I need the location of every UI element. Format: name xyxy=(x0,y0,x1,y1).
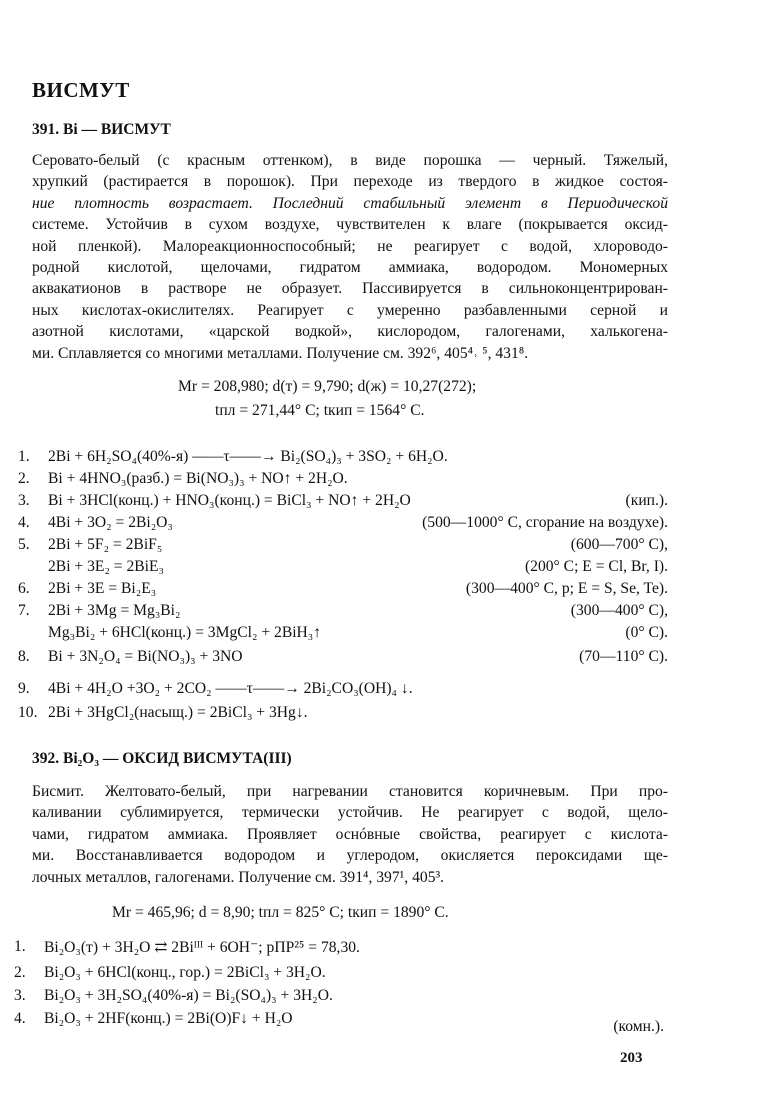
reaction-equation: 2Bi + 3HgCl₂(насыщ.) = 2BiCl₃ + 3Hg↓. xyxy=(48,704,308,721)
reaction-number: 3. xyxy=(18,492,30,509)
reaction-number: 10. xyxy=(18,704,38,721)
text-line: ной пленкой). Малореакционноспособный; не реагирует с водой, хлороводо- xyxy=(32,237,668,255)
text-line: азотной кислотами, «царской водкой», кислородом, галогенами, халькогена- xyxy=(32,323,668,341)
bismuth-description xyxy=(32,150,668,364)
reaction-number: 5. xyxy=(18,536,30,553)
bismuth-properties-line-2: tпл = 271,44° C; tкип = 1564° C. xyxy=(215,402,425,419)
reaction-equation: 2Bi + 3E₂ = 2BiE₃ xyxy=(48,558,164,575)
reaction-condition: (300—400° C), xyxy=(570,602,668,619)
reaction-condition: (500—1000° C, сгорание на воздухе). xyxy=(422,514,668,531)
reaction-equation: 2Bi + 3Mg = Mg₃Bi₂ xyxy=(48,602,181,619)
reaction-equation: 2Bi + 6H₂SO₄(40%-я) ——τ——→ Bi₂(SO₄)₃ + 3SO₂ + 6H₂O. xyxy=(48,448,448,465)
reaction-row xyxy=(14,1010,664,1040)
reaction-row xyxy=(18,514,668,536)
reaction-condition: (кип.). xyxy=(625,492,668,509)
reaction-row xyxy=(18,602,668,624)
reaction-row xyxy=(18,704,668,726)
reaction-equation: Bi + 3HCl(конц.) + HNO₃(конц.) = BiCl₃ + NO↑ + 2H₂O xyxy=(48,492,411,509)
section-heading-bismuth-oxide: 392. Bi₂O₃ — ОКСИД ВИСМУТА(III) xyxy=(32,750,292,767)
page-title: ВИСМУТ xyxy=(32,78,130,102)
reaction-equation: Bi₂O₃(т) + 3H₂O ⇄ 2Biᴵᴵᴵ + 6OH⁻; pПР²⁵ = 78,30. xyxy=(44,939,360,956)
reaction-number: 9. xyxy=(18,680,30,697)
text-line: каливании сублимируется, термически устойчив. Не реагирует с водой, щело- xyxy=(32,804,668,822)
reaction-row xyxy=(18,492,668,514)
reaction-row xyxy=(18,558,668,580)
reaction-number: 3. xyxy=(14,987,26,1004)
reaction-row xyxy=(14,938,664,960)
reaction-condition: (70—110° C). xyxy=(579,648,668,665)
reaction-equation: 2Bi + 3E = Bi₂E₃ xyxy=(48,580,157,597)
reaction-equation: 4Bi + 4H₂O +3O₂ + 2CO₂ ——τ——→ 2Bi₂CO₃(OH)₄ ↓. xyxy=(48,680,413,697)
reaction-equation: Bi₂O₃ + 3H₂SO₄(40%-я) = Bi₂(SO₄)₃ + 3H₂O. xyxy=(44,987,333,1004)
reaction-row xyxy=(14,964,664,986)
reaction-number: 8. xyxy=(18,648,30,665)
text-line: ние плотность возрастает. Последний стабильный элемент в Периодической xyxy=(32,194,668,212)
bismuth-properties-line-1: Mr = 208,980; d(т) = 9,790; d(ж) = 10,27(272); xyxy=(178,378,477,395)
reaction-number: 4. xyxy=(18,514,30,531)
reaction-number: 6. xyxy=(18,580,30,597)
text-line: чами, гидратом аммиака. Проявляет оснóвные свойства, реагирует с кислота- xyxy=(32,825,668,843)
reaction-row xyxy=(18,470,668,492)
section-heading-bismuth: 391. Bi — ВИСМУТ xyxy=(32,121,171,138)
text-line: системе. Устойчив в сухом воздухе, чувствителен к влаге (покрывается оксид- xyxy=(32,216,668,234)
reaction-row xyxy=(18,448,668,470)
reaction-number: 2. xyxy=(18,470,30,487)
reaction-number: 1. xyxy=(14,938,26,955)
reaction-equation: Bi₂O₃ + 6HCl(конц., гор.) = 2BiCl₃ + 3H₂O. xyxy=(44,964,326,981)
reaction-condition: (600—700° C), xyxy=(570,536,668,553)
reaction-condition: (0° C). xyxy=(625,624,668,641)
text-line: аквакатионов в растворе не образует. Пассивируется в сильноконцентрирован- xyxy=(32,280,668,298)
text-line: лочных металлов, галогенами. Получение см. 391⁴, 397¹, 405³. xyxy=(32,868,445,886)
reaction-equation: 4Bi + 3O₂ = 2Bi₂O₃ xyxy=(48,514,173,531)
reaction-row xyxy=(18,580,668,602)
reaction-number: 7. xyxy=(18,602,30,619)
text-line: ных кислотах-окислителях. Реагирует с умеренно разбавленными серной и xyxy=(32,301,668,319)
text-line: Бисмит. Желтовато-белый, при нагревании становится коричневым. При про- xyxy=(32,783,668,800)
reaction-condition: (комн.). xyxy=(613,1018,664,1035)
reaction-equation: Bi₂O₃ + 2HF(конц.) = 2Bi(O)F↓ + H₂O xyxy=(44,1010,293,1027)
reaction-equation: 2Bi + 5F₂ = 2BiF₅ xyxy=(48,536,163,553)
reaction-row xyxy=(18,536,668,558)
reaction-condition: (200° C; E = Cl, Br, I). xyxy=(524,558,668,575)
reaction-number: 1. xyxy=(18,448,30,465)
bismuth-oxide-description xyxy=(32,781,668,888)
reaction-number: 4. xyxy=(14,1010,26,1027)
reaction-row xyxy=(18,624,668,646)
text-line: ми. Восстанавливается водородом и углеродом, окисляется пероксидами ще- xyxy=(32,847,668,865)
text-line: хрупкий (растирается в порошок). При переходе из твердого в жидкое состоя- xyxy=(32,173,668,191)
text-line: Серовато-белый (с красным оттенком), в виде порошка — черный. Тяжелый, xyxy=(32,152,668,169)
reaction-row xyxy=(18,648,668,670)
reaction-condition: (300—400° C, p; E = S, Se, Te). xyxy=(465,580,668,597)
reaction-equation: Bi + 3N₂O₄ = Bi(NO₃)₃ + 3NO xyxy=(48,648,243,665)
reaction-row xyxy=(14,987,664,1009)
page-number: 203 xyxy=(620,1050,643,1066)
reaction-row xyxy=(18,680,668,702)
bismuth-oxide-properties: Mr = 465,96; d = 8,90; tпл = 825° C; tкип = 1890° C. xyxy=(112,904,449,921)
reaction-equation: Bi + 4HNO₃(разб.) = Bi(NO₃)₃ + NO↑ + 2H₂O. xyxy=(48,470,348,487)
reaction-equation: Mg₃Bi₂ + 6HCl(конц.) = 3MgCl₂ + 2BiH₃↑ xyxy=(48,624,322,641)
text-line: родной кислотой, щелочами, гидратом аммиака, водородом. Мономерных xyxy=(32,259,668,277)
reaction-number: 2. xyxy=(14,964,26,981)
text-line: ми. Сплавляется со многими металлами. Получение см. 392⁶, 405⁴˒ ⁵, 431⁸. xyxy=(32,344,529,362)
